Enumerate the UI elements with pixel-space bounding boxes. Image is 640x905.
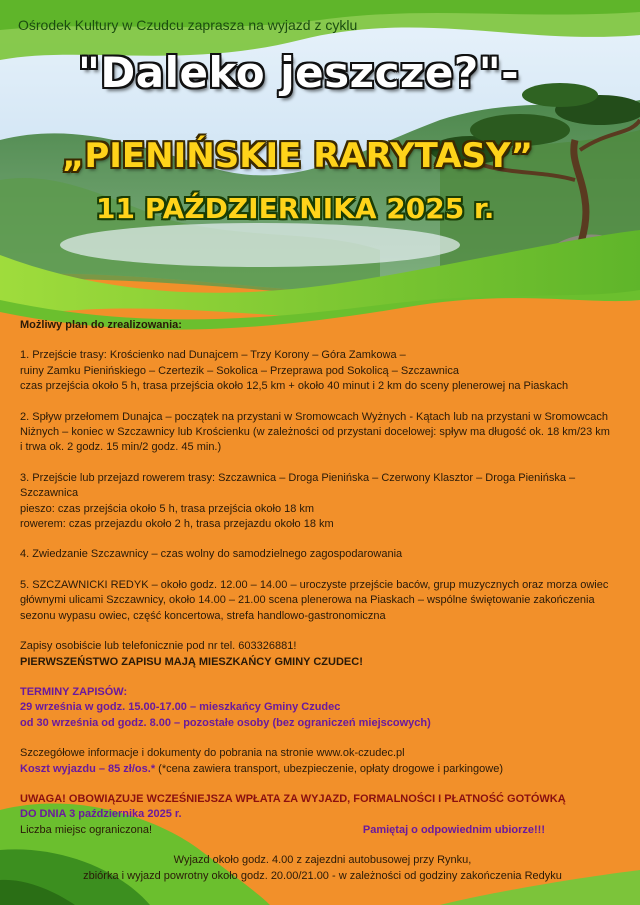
payment-deadline: DO DNIA 3 października 2025 r. <box>20 808 182 821</box>
plan-item-2-line-2: Niżnych – koniec w Szczawnicy lub Krościenku (w zależności od przystani docelowej: spływ ma długość ok. 18 km/23 km <box>20 426 610 439</box>
plan-item-3-line-2: pieszo: czas przejścia około 5 h, trasa przejścia około 18 km <box>20 502 315 515</box>
term-2: od 30 września od godz. 8.00 – pozostałe osoby (bez ograniczeń miejscowych) <box>20 716 431 729</box>
intro-line: Ośrodek Kultury w Czudcu zaprasza na wyjazd z cyklu <box>18 17 358 33</box>
plan-item-5-line-1: 5. SZCZAWNICKI REDYK – około godz. 12.00 – 14.00 – uroczyste przejście baców, grup muzycznych oraz morza owiec <box>20 578 609 591</box>
plan-item-1-line-3: czas przejścia około 5 h, trasa przejścia około 12,5 km + około 40 minut i 2 km do sceny plenerowej na Piaskach <box>20 380 569 393</box>
plan-item-5-line-3: sezonu wypasu owiec, część koncertowa, strefa handlowo-gastronomiczna <box>20 609 386 622</box>
plan-item-3-line-1: 3. Przejście lub przejazd rowerem trasy: Szczawnica – Droga Pienińska – Czerwony Klasztor – Droga Pienińska – Szczawnica <box>20 471 576 500</box>
term-1: 29 września w godz. 15.00-17.00 – mieszkańcy Gminy Czudec <box>20 701 341 714</box>
sub-title: „PIENIŃSKIE RARYTASY” <box>62 136 534 176</box>
priority-note: PIERWSZEŃSTWO ZAPISU MAJĄ MIESZKAŃCY GMINY CZUDEC! <box>20 655 363 668</box>
main-title: "Daleko jeszcze?"- <box>78 48 520 97</box>
plan-item-3-line-3: rowerem: czas przejazdu około 2 h, trasa przejazdu około 18 km <box>20 518 334 531</box>
plan-item-2-line-1: 2. Spływ przełomem Dunajca – początek na przystani w Sromowcach Wyżnych - Kątach lub na przystani w Sromowcach <box>20 410 609 423</box>
details-line: Szczegółowe informacje i dokumenty do pobrania na stronie www.ok-czudec.pl <box>20 747 405 760</box>
content-body <box>20 318 625 884</box>
clothing-reminder: Pamiętaj o odpowiednim ubiorze!!! <box>362 823 545 836</box>
cost-note: (*cena zawiera transport, ubezpieczenie, opłaty drogowe i parkingowe) <box>155 762 504 775</box>
limited-places: Liczba miejsc ograniczona! <box>20 823 153 836</box>
plan-heading: Możliwy plan do zrealizowania: <box>20 319 182 331</box>
cost-label: Koszt wyjazdu – 85 zł/os.* <box>20 762 156 775</box>
cost-line <box>20 762 625 777</box>
notice-row <box>20 823 625 838</box>
departure-line-1: Wyjazd około godz. 4.00 z zajezdni autobusowej przy Rynku, <box>173 854 472 867</box>
event-date: 11 PAŹDZIERNIKA 2025 r. <box>96 192 495 225</box>
plan-item-1-line-2: ruiny Zamku Pienińskiego – Czertezik – Sokolica – Przeprawa pod Sokolicą – Szczawnica <box>20 364 459 377</box>
departure-line-2: zbiórka i wyjazd powrotny około godz. 20.00/21.00 - w zależności od godziny zakończenia Redyku <box>83 869 562 882</box>
payment-warning: UWAGA! OBOWIĄZUJE WCZEŚNIEJSZA WPŁATA ZA WYJAZD, FORMALNOŚCI I PŁATNOŚĆ GOTÓWKĄ <box>20 792 566 805</box>
plan-item-1-line-1: 1. Przejście trasy: Krościenko nad Dunajcem – Trzy Korony – Góra Zamkowa – <box>20 349 406 362</box>
terms-heading: TERMINY ZAPISÓW: <box>20 685 128 698</box>
registration-line: Zapisy osobiście lub telefonicznie pod nr tel. 603326881! <box>20 640 297 653</box>
plan-item-5-line-2: głównymi ulicami Szczawnicy, około 14.00 – 21.00 scena plenerowa na Piaskach – wspólne świętowanie zakończenia <box>20 594 595 607</box>
plan-item-2-line-3: i trwa ok. 2 godz. 15 min/2 godz. 45 min.) <box>20 441 222 454</box>
plan-item-4: 4. Zwiedzanie Szczawnicy – czas wolny do samodzielnego zagospodarowania <box>20 548 403 561</box>
